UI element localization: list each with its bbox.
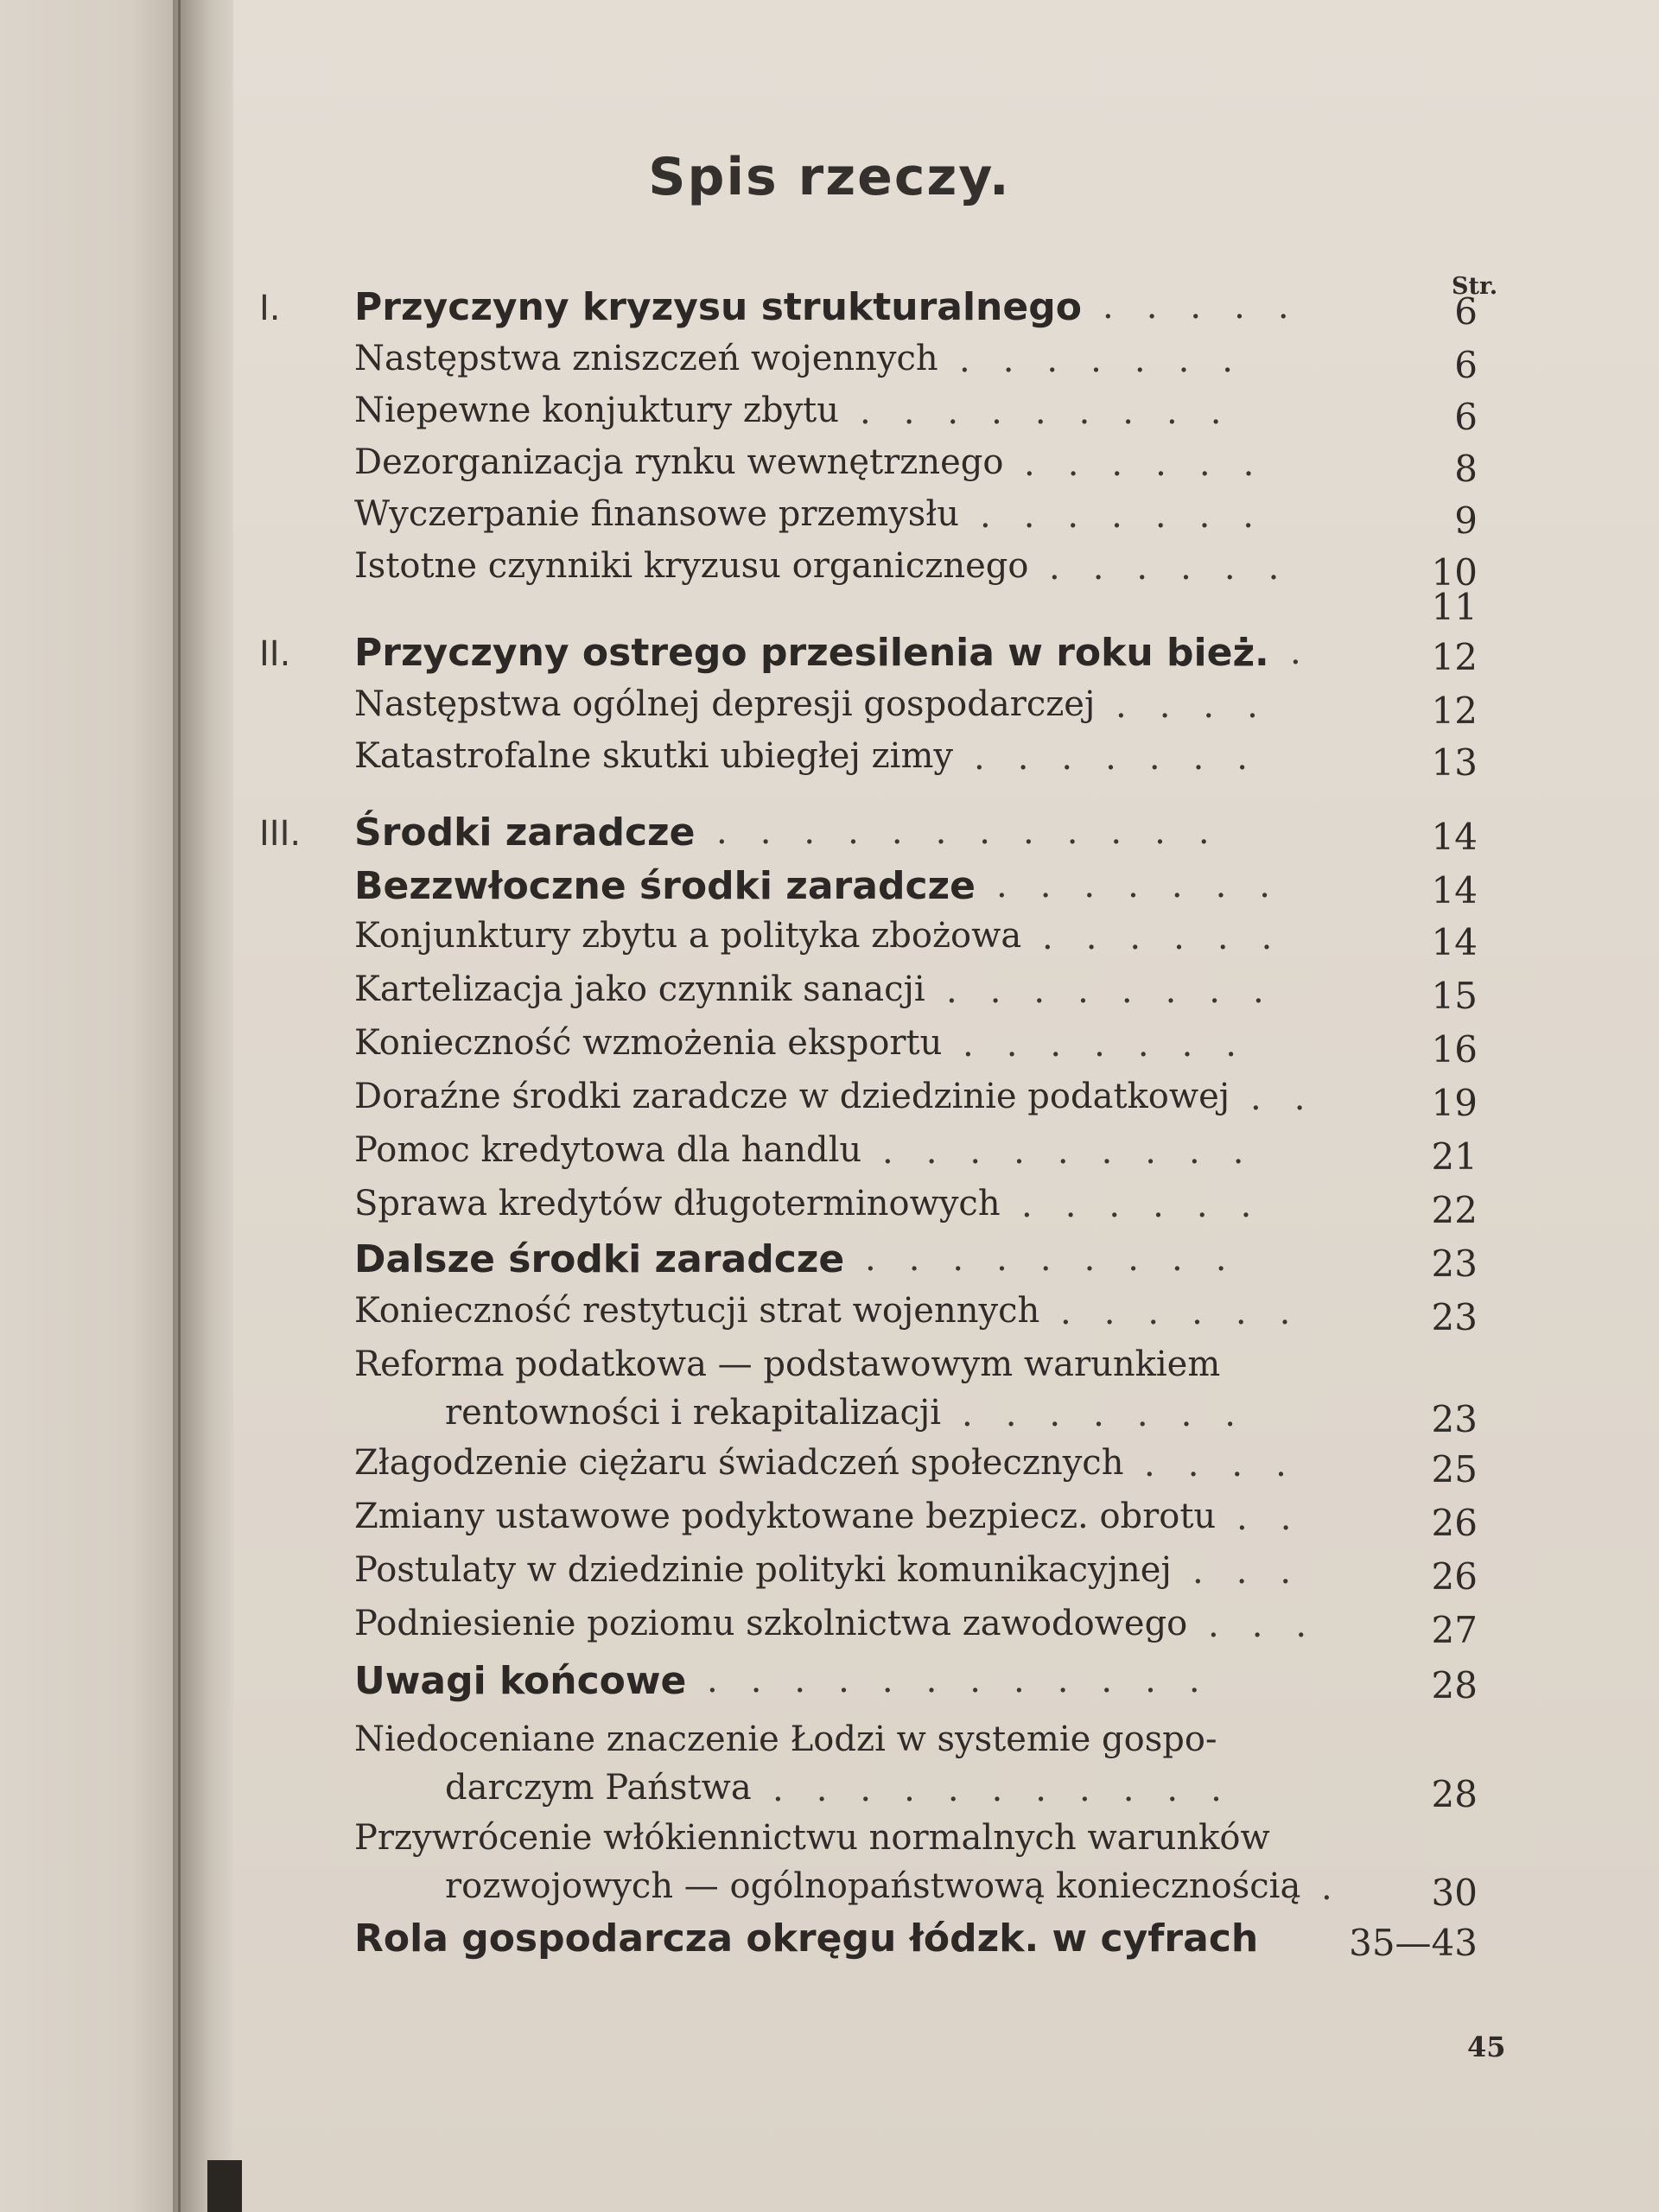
toc-page-number: 19 bbox=[1431, 1082, 1478, 1124]
toc-heading: Przyczyny kryzysu strukturalnego bbox=[354, 285, 1082, 329]
toc-title: Pomoc kredytowa dla handlu bbox=[354, 1130, 862, 1170]
toc-entry bbox=[0, 1237, 1659, 1286]
toc-entry bbox=[0, 736, 1659, 785]
leader-dots: ....... bbox=[996, 866, 1304, 906]
toc-title: Doraźne środki zaradcze w dziedzinie podatkowej bbox=[354, 1077, 1230, 1116]
leader-dots: .... bbox=[1144, 1445, 1319, 1484]
toc-page-number: 11 bbox=[1431, 586, 1478, 628]
toc-entry bbox=[0, 1818, 1659, 1914]
toc-page-number: 28 bbox=[1431, 1664, 1478, 1707]
leader-dots: ....... bbox=[962, 1395, 1269, 1434]
leader-dots: ...... bbox=[1024, 444, 1287, 484]
leader-dots: ....... bbox=[980, 496, 1287, 536]
toc-entry bbox=[0, 864, 1659, 912]
toc-entry bbox=[0, 1550, 1659, 1599]
toc-title: Przywrócenie włókiennictwu normalnych warunków bbox=[354, 1818, 1270, 1858]
leader-dots: ............ bbox=[716, 812, 1243, 852]
toc-entry bbox=[0, 494, 1659, 543]
toc-title: Konieczność restytucji strat wojennych bbox=[354, 1291, 1040, 1331]
toc-entry bbox=[0, 1719, 1659, 1815]
toc-page-number: 14 bbox=[1431, 869, 1478, 912]
leader-dots: . bbox=[1321, 1868, 1365, 1908]
toc-page-number: 14 bbox=[1431, 921, 1478, 963]
leader-dots: .. bbox=[1236, 1498, 1325, 1538]
toc-entry bbox=[0, 1344, 1659, 1440]
toc-page-number: 35—43 bbox=[1349, 1922, 1478, 1964]
toc-entry bbox=[0, 581, 1659, 629]
leader-dots: ...... bbox=[1042, 918, 1306, 957]
toc-page-number: 15 bbox=[1431, 975, 1478, 1017]
leader-dots: ........ bbox=[946, 971, 1297, 1011]
page-column-label: Str. bbox=[1452, 273, 1498, 300]
toc-page-number: 25 bbox=[1431, 1448, 1478, 1491]
toc-title: Wyczerpanie finansowe przemysłu bbox=[354, 494, 960, 534]
toc-page-number: 13 bbox=[1431, 741, 1478, 784]
page-title: Spis rzeczy. bbox=[648, 147, 1011, 207]
toc-title: Istotne czynniki kryzusu organicznego bbox=[354, 546, 1029, 586]
leader-dots: ......... bbox=[860, 392, 1255, 432]
chapter-number: III. bbox=[259, 814, 302, 854]
toc-entry bbox=[0, 442, 1659, 491]
toc-entry bbox=[0, 810, 1659, 859]
toc-heading: Środki zaradcze bbox=[354, 810, 696, 855]
toc-page-number: 26 bbox=[1431, 1555, 1478, 1598]
toc-page-number: 6 bbox=[1454, 396, 1478, 438]
chapter-number: I. bbox=[259, 289, 281, 328]
toc-entry bbox=[0, 1023, 1659, 1071]
toc-entry bbox=[0, 1184, 1659, 1232]
toc-title: Dezorganizacja rynku wewnętrznego bbox=[354, 442, 1004, 482]
toc-page-number: 14 bbox=[1431, 816, 1478, 858]
leader-dots: .... bbox=[1116, 686, 1291, 726]
leader-dots: ..... bbox=[1103, 287, 1322, 327]
toc-page-number: 28 bbox=[1431, 1773, 1478, 1815]
toc-heading: Bezzwłoczne środki zaradcze bbox=[354, 864, 976, 908]
toc-entry bbox=[0, 1659, 1659, 1707]
toc-title: Postulaty w dziedzinie polityki komunikacyjnej bbox=[354, 1550, 1172, 1590]
spine-shadow bbox=[207, 2160, 242, 2212]
toc-entry bbox=[0, 391, 1659, 439]
toc-entry bbox=[0, 631, 1659, 679]
toc-entry bbox=[0, 1291, 1659, 1339]
toc-title-continuation: rentowności i rekapitalizacji bbox=[445, 1393, 942, 1433]
toc-title-continuation: rozwojowych — ogólnopaństwową koniecznością bbox=[445, 1866, 1301, 1906]
toc-title: Kartelizacja jako czynnik sanacji bbox=[354, 969, 925, 1009]
leader-dots: ....... bbox=[963, 1025, 1270, 1065]
toc-page-number: 12 bbox=[1431, 636, 1478, 678]
toc-page-number: 6 bbox=[1454, 290, 1478, 333]
toc-entry bbox=[0, 969, 1659, 1018]
toc-heading: Przyczyny ostrego przesilenia w roku bież. bbox=[354, 631, 1269, 675]
toc-title: Katastrofalne skutki ubiegłej zimy bbox=[354, 736, 953, 776]
toc-page-number: 8 bbox=[1454, 448, 1478, 490]
toc-page-number: 21 bbox=[1431, 1135, 1478, 1178]
toc-title: Zmiany ustawowe podyktowane bezpiecz. obrotu bbox=[354, 1497, 1217, 1536]
toc-title: Niepewne konjuktury zbytu bbox=[354, 391, 839, 430]
toc-page-number: 6 bbox=[1454, 344, 1478, 386]
toc-entry bbox=[0, 1497, 1659, 1545]
leader-dots: ........... bbox=[772, 1770, 1255, 1809]
toc-entry bbox=[0, 1077, 1659, 1125]
toc-page-number: 23 bbox=[1431, 1243, 1478, 1285]
leader-dots: .. bbox=[1250, 1078, 1338, 1118]
toc-page-number: 22 bbox=[1431, 1189, 1478, 1231]
leader-dots: ......... bbox=[882, 1132, 1277, 1172]
toc-entry bbox=[0, 1916, 1659, 1965]
leader-dots: ......... bbox=[865, 1239, 1260, 1279]
toc-page-number: 10 bbox=[1431, 551, 1478, 594]
leader-dots: . bbox=[1290, 632, 1334, 672]
toc-title: Konieczność wzmożenia eksportu bbox=[354, 1023, 943, 1063]
leader-dots: ... bbox=[1192, 1552, 1325, 1592]
toc-page-number: 12 bbox=[1431, 690, 1478, 732]
toc-page-number: 9 bbox=[1454, 499, 1478, 542]
chapter-number: II. bbox=[259, 634, 291, 674]
toc-title: Następstwa ogólnej depresji gospodarczej bbox=[354, 684, 1096, 724]
toc-title: Konjunktury zbytu a polityka zbożowa bbox=[354, 916, 1022, 956]
toc-page-number: 23 bbox=[1431, 1398, 1478, 1440]
toc-title: Następstwa zniszczeń wojennych bbox=[354, 339, 938, 378]
toc-entry bbox=[0, 684, 1659, 733]
toc-title-continuation: darczym Państwa bbox=[445, 1768, 752, 1808]
toc-page-number: 16 bbox=[1431, 1028, 1478, 1071]
leader-dots: ....... bbox=[974, 738, 1281, 778]
toc-page-number: 23 bbox=[1431, 1296, 1478, 1338]
toc-entry bbox=[0, 285, 1659, 334]
toc-page-number: 27 bbox=[1431, 1609, 1478, 1651]
toc-title: Złagodzenie ciężaru świadczeń społecznych bbox=[354, 1443, 1124, 1483]
toc-heading: Rola gospodarcza okręgu łódzk. w cyfrach bbox=[354, 1916, 1259, 1961]
leader-dots: ... bbox=[1208, 1605, 1340, 1645]
toc-entry bbox=[0, 1130, 1659, 1179]
page-number: 45 bbox=[1467, 2031, 1506, 2063]
leader-dots: ...... bbox=[1060, 1293, 1324, 1332]
leader-dots: ....... bbox=[959, 340, 1267, 380]
toc-entry bbox=[0, 339, 1659, 387]
toc-entry bbox=[0, 1443, 1659, 1491]
toc-heading: Uwagi końcowe bbox=[354, 1659, 687, 1703]
toc-page-number: 26 bbox=[1431, 1502, 1478, 1544]
toc-entry bbox=[0, 916, 1659, 964]
toc-page-number: 30 bbox=[1431, 1872, 1478, 1914]
toc-title: Reforma podatkowa — podstawowym warunkiem bbox=[354, 1344, 1221, 1384]
toc-title: Niedoceniane znaczenie Łodzi w systemie gospo- bbox=[354, 1719, 1217, 1759]
leader-dots: ...... bbox=[1049, 548, 1313, 588]
toc-title: Podniesienie poziomu szkolnictwa zawodowego bbox=[354, 1604, 1188, 1643]
toc-title: Sprawa kredytów długoterminowych bbox=[354, 1184, 1001, 1224]
leader-dots: ...... bbox=[1021, 1185, 1285, 1225]
toc-entry bbox=[0, 1604, 1659, 1652]
toc-heading: Dalsze środki zaradcze bbox=[354, 1237, 845, 1281]
leader-dots: ............ bbox=[707, 1661, 1233, 1700]
